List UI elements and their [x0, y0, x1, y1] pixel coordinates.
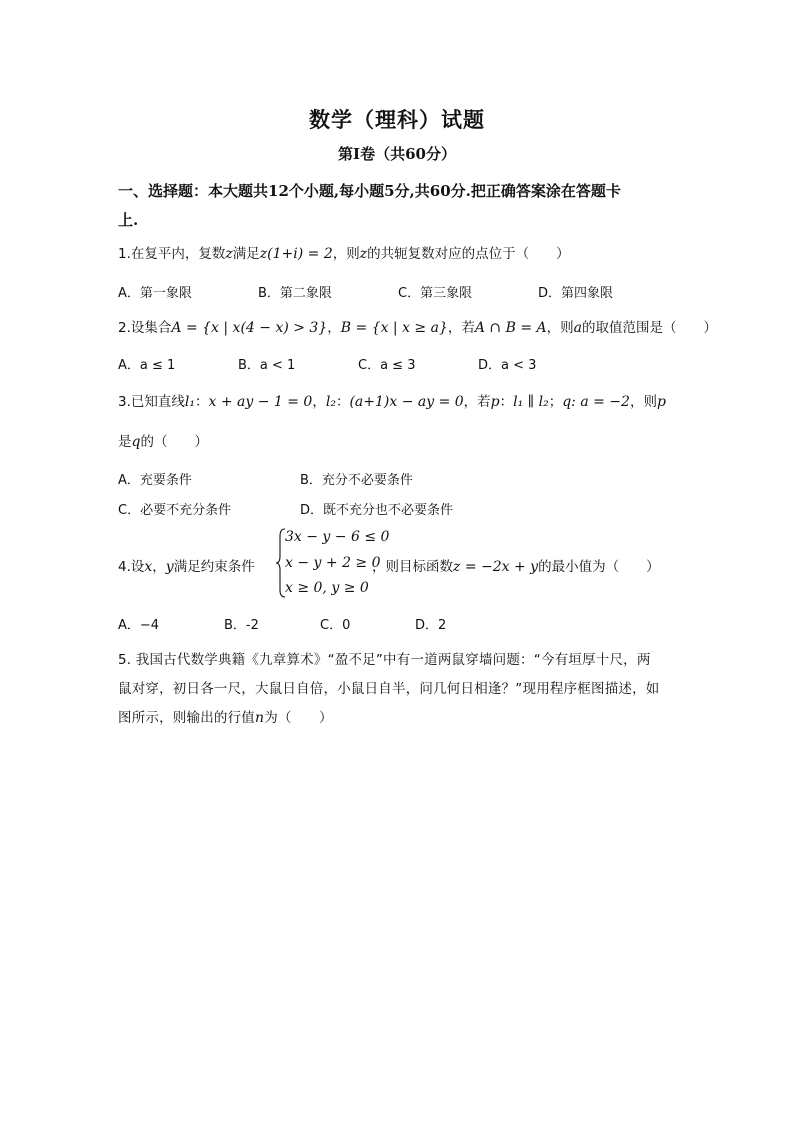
q4-option-a: A．−4	[118, 618, 160, 633]
page-title: 数学（理科）试题	[309, 107, 485, 132]
q4-y: y	[165, 559, 174, 575]
q1-option-a: A．第一象限	[118, 286, 192, 301]
question-2	[118, 316, 717, 336]
question-1	[118, 242, 570, 262]
q4-post: 的最小值为（ ）	[538, 559, 660, 575]
q2-mid: ，若	[447, 320, 475, 336]
q1-pre: 1.在复平内，复数	[118, 246, 226, 262]
q1-option-d: D．第四象限	[538, 286, 614, 301]
q1-z2: z	[359, 246, 368, 262]
constraint-2: x − y + 2 ≥ 0	[285, 555, 381, 571]
q3-line2-pre: 是	[118, 434, 132, 450]
q2-option-a: A．a ≤ 1	[118, 358, 176, 373]
q3-sep: ，	[312, 394, 326, 410]
q1-z: z	[225, 246, 233, 262]
q5-n: n	[255, 710, 265, 726]
q1-mid: 满足	[232, 246, 260, 262]
q3-p2: p	[656, 394, 666, 410]
q3-l1: l₁	[184, 394, 195, 410]
q2-post: 的取值范围是（ ）	[582, 320, 718, 336]
q2-mid2: ，则	[546, 320, 574, 336]
q4-mid: 满足约束条件	[173, 559, 255, 575]
q1-equation: z(1+i) = 2	[259, 246, 333, 262]
q4-option-b: B．-2	[224, 618, 259, 633]
q2-set-b: B = {x | x ≥ a}	[340, 320, 448, 336]
q5-line3-post: 为（ ）	[264, 710, 333, 726]
q3-line2-post: 的（ ）	[140, 434, 208, 450]
q3-pre: 3.已知直线	[118, 394, 185, 410]
q3-option-c: C．必要不充分条件	[118, 503, 232, 518]
q3-semi: ；	[548, 394, 563, 410]
question-4-post	[372, 555, 660, 575]
page-subtitle: 第Ⅰ卷（共60分）	[338, 145, 456, 163]
question-4-pre	[118, 555, 255, 575]
q5-line3-pre: 图所示，则输出的行值	[118, 710, 255, 726]
q4-pre: 4.设	[118, 559, 145, 575]
q3-colon3: ：	[499, 394, 514, 410]
q4-option-d: D．2	[415, 618, 447, 633]
section-heading-line2: 上.	[118, 211, 139, 229]
q3-option-d: D．既不充分也不必要条件	[300, 503, 454, 518]
constraint-3: x ≥ 0, y ≥ 0	[285, 580, 369, 596]
q3-mid: ，若	[463, 394, 491, 410]
q2-set-a: A = {x | x(4 − x) > 3}	[171, 320, 328, 336]
q1-post: 的共轭复数对应的点位于（ ）	[367, 246, 570, 262]
q1-option-c: C．第三象限	[398, 286, 473, 301]
q3-option-a: A．充要条件	[118, 473, 192, 488]
q4-option-c: C．0	[320, 618, 351, 633]
q3-option-b: B．充分不必要条件	[300, 473, 413, 488]
q4-mid2: ，则目标函数	[372, 559, 453, 575]
q1-mid2: ，则	[332, 246, 360, 262]
q3-eq1: x + ay − 1 = 0	[208, 394, 313, 410]
q3-colon2: ：	[335, 394, 350, 410]
q1-option-b: B．第二象限	[258, 286, 332, 301]
constraint-1: 3x − y − 6 ≤ 0	[285, 529, 390, 545]
q2-condition: A ∩ B = A	[474, 320, 547, 336]
q3-q-equation: : a = −2	[571, 394, 630, 410]
question-3-line1	[118, 390, 666, 410]
section-heading-line1: 一、选择题：本大题共12个小题,每小题5分,共60分.把正确答案涂在答题卡	[118, 182, 621, 200]
q2-a: a	[573, 320, 583, 336]
q2-option-b: B．a < 1	[238, 358, 296, 373]
q3-q: q	[562, 394, 572, 410]
question-5-line2: 鼠对穿，初日各一尺，大鼠日自倍，小鼠日自半，问几何日相逢？”现用程序框图描述，如	[118, 681, 660, 697]
q2-option-c: C．a ≤ 3	[358, 358, 416, 373]
q3-colon1: ：	[194, 394, 209, 410]
question-5-line3	[118, 706, 333, 726]
q3-p: p	[490, 394, 500, 410]
q2-option-d: D．a < 3	[478, 358, 537, 373]
q3-parallel: l₁ ∥ l₂	[513, 394, 549, 410]
q4-objective: z = −2x + y	[453, 559, 539, 575]
q2-sep: ，	[327, 320, 341, 336]
q4-sep: ，	[152, 559, 166, 575]
q2-pre: 2.设集合	[118, 320, 172, 336]
q3-l2: l₂	[325, 394, 336, 410]
q3-q2: q	[131, 434, 141, 450]
q3-eq2: (a+1)x − ay = 0	[349, 394, 464, 410]
q4-x: x	[144, 559, 153, 575]
question-3-line2	[118, 430, 208, 450]
q3-then: ，则	[629, 394, 657, 410]
question-5-line1: 5. 我国古代数学典籍《九章算术》“盈不足”中有一道两鼠穿墙问题：“今有垣厚十尺，两	[118, 652, 651, 668]
